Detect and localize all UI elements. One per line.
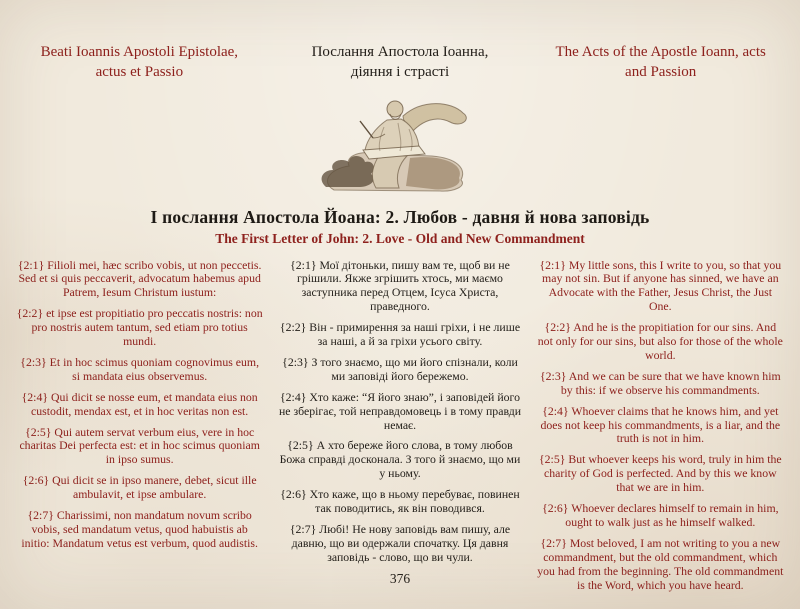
apostle-engraving-illustration xyxy=(314,93,486,195)
verse-text: Хто каже, що в ньому перебуває, повинен так поводитись, як він поводився. xyxy=(309,487,520,516)
verse-text: And we can be sure that we have known him by this: if we observe his commandments. xyxy=(560,368,781,397)
verse-text: З того знаємо, що ми його спізнали, коли ми заповіді його бережемо. xyxy=(311,354,518,383)
verse-ref: {2:3} xyxy=(20,354,47,369)
verse xyxy=(276,356,523,384)
verse-ref: {2:6} xyxy=(542,501,569,516)
verse xyxy=(276,523,523,565)
page-subtitle: The First Letter of John: 2. Love - Old and New Commandment xyxy=(215,230,585,246)
verse-text: Most beloved, I am not writing to you a new commandment, but the old commandment, which you had from the beginning. The old commandment is the Word, which you have heard. xyxy=(537,535,784,592)
verse-ref: {2:1} xyxy=(290,257,317,272)
verse-text: Whoever declares himself to remain in him, ought to walk just as he himself walked. xyxy=(565,501,779,529)
verse-ref: {2:2} xyxy=(544,320,571,335)
verse xyxy=(16,391,263,419)
verse-text: But whoever keeps his word, truly in him the charity of God is perfected. And by this we know that we are in him. xyxy=(544,452,782,495)
verse xyxy=(276,321,523,349)
verse xyxy=(16,356,263,384)
header-ukrainian: Послання Апостола Іоанна, діяння і страсті xyxy=(311,44,489,81)
verse-ref: {2:5} xyxy=(538,452,566,467)
column-ukrainian xyxy=(276,259,523,572)
verse xyxy=(537,370,784,398)
verse xyxy=(16,474,263,502)
verse-ref: {2:4} xyxy=(21,389,49,404)
verse-ref: {2:7} xyxy=(27,508,54,523)
verse-text: Любі! Не нову заповідь вам пишу, але давню, що ви одержали спочатку. Ця давня заповідь - слово, що ви чули. xyxy=(291,522,511,564)
verse xyxy=(16,307,263,349)
verse xyxy=(276,259,523,315)
verse-ref: {2:2} xyxy=(16,306,44,321)
verse-text: Мої дітоньки, пишу вам те, щоб ви не грішили. Якже згрішить хтось, ми маємо заступника перед Отцем, Ісуса Христа, праведного. xyxy=(297,257,510,314)
verse-ref: {2:4} xyxy=(542,403,569,418)
verse-text: et ipse est propitiatio pro peccatis nostris: non pro nostris autem tantum, sed etiam pro totius mundi. xyxy=(31,306,263,349)
verse-ref: {2:3} xyxy=(539,368,567,383)
verse-ref: {2:4} xyxy=(280,389,307,404)
verse-text: А хто береже його слова, в тому любов Божа справді досконала. З того й знаємо, що ми у ньому. xyxy=(279,438,521,481)
verse-text: Qui autem servat verbum eius, vere in hoc charitas Dei perfecta est: et in hoc scimus quoniam in ipso sumus. xyxy=(19,424,260,467)
verse-text: Qui dicit se nosse eum, et mandata eius non custodit, mendax est, et in hoc veritas non est. xyxy=(31,389,258,418)
verse xyxy=(276,439,523,481)
column-latin xyxy=(16,259,263,558)
verse xyxy=(16,426,263,468)
verse-text: Хто каже: “Я його знаю”, і заповідей його не зберігає, той неправдомовець і в тому правди немає. xyxy=(278,389,522,432)
verse-ref: {2:5} xyxy=(287,438,314,453)
verse xyxy=(537,259,784,315)
verse-ref: {2:7} xyxy=(540,535,567,550)
verse-ref: {2:1} xyxy=(539,257,566,272)
verse xyxy=(16,509,263,551)
verse xyxy=(537,321,784,363)
verse xyxy=(537,405,784,447)
column-headers xyxy=(16,42,784,83)
column-english xyxy=(537,259,784,600)
page-number: 376 xyxy=(389,571,411,586)
verse xyxy=(276,488,523,516)
verse-ref: {2:7} xyxy=(289,522,317,536)
verse-text: Він - примирення за наші гріхи, і не лише за наші, а й за гріхи усього світу. xyxy=(309,320,521,349)
header-latin: Beati Ioannis Apostoli Epistolae, actus et Passio xyxy=(40,44,239,81)
verse-ref: {2:2} xyxy=(279,320,307,335)
verse-text: Qui dicit se in ipso manere, debet, sicut ille ambulavit, et ipse ambulare. xyxy=(52,473,257,502)
header-english: The Acts of the Apostle Ioann, acts and Passion xyxy=(555,44,766,81)
verse-text: Whoever claims that he knows him, and yet does not keep his commandments, is a liar, and the truth is not in him. xyxy=(540,403,781,446)
verse-ref: {2:5} xyxy=(25,424,52,439)
verse-ref: {2:6} xyxy=(280,487,307,502)
verse-text: Et in hoc scimus quoniam cognovimus eum, si mandata eius observemus. xyxy=(49,354,260,383)
verse xyxy=(16,259,263,301)
verse xyxy=(276,391,523,433)
page-title: І послання Апостола Йоана: 2. Любов - давня й нова заповідь xyxy=(150,206,650,227)
verse-ref: {2:1} xyxy=(17,257,45,272)
verse xyxy=(537,502,784,530)
verse-text: My little sons, this I write to you, so that you may not sin. But if anyone has sinned, we have an Advocate with the Father, Jesus Christ, the Just One. xyxy=(542,257,782,314)
verse-text: And he is the propitiation for our sins. And not only for our sins, but also for those of the whole world. xyxy=(537,320,783,362)
verse-ref: {2:6} xyxy=(22,473,50,488)
verse xyxy=(537,453,784,495)
parallel-text-columns xyxy=(16,259,784,600)
verse-ref: {2:3} xyxy=(282,354,309,369)
verse-text: Charissimi, non mandatum novum scribo vobis, sed mandatum vetus, quod habuistis ab initio: Mandatum vetus est verbum, quod audistis. xyxy=(21,508,258,550)
verse-text: Filioli mei, hæc scribo vobis, ut non peccetis. Sed et si quis peccaverit, advocatum habemus apud Patrem, Iesum Christum iustum: xyxy=(18,257,262,300)
